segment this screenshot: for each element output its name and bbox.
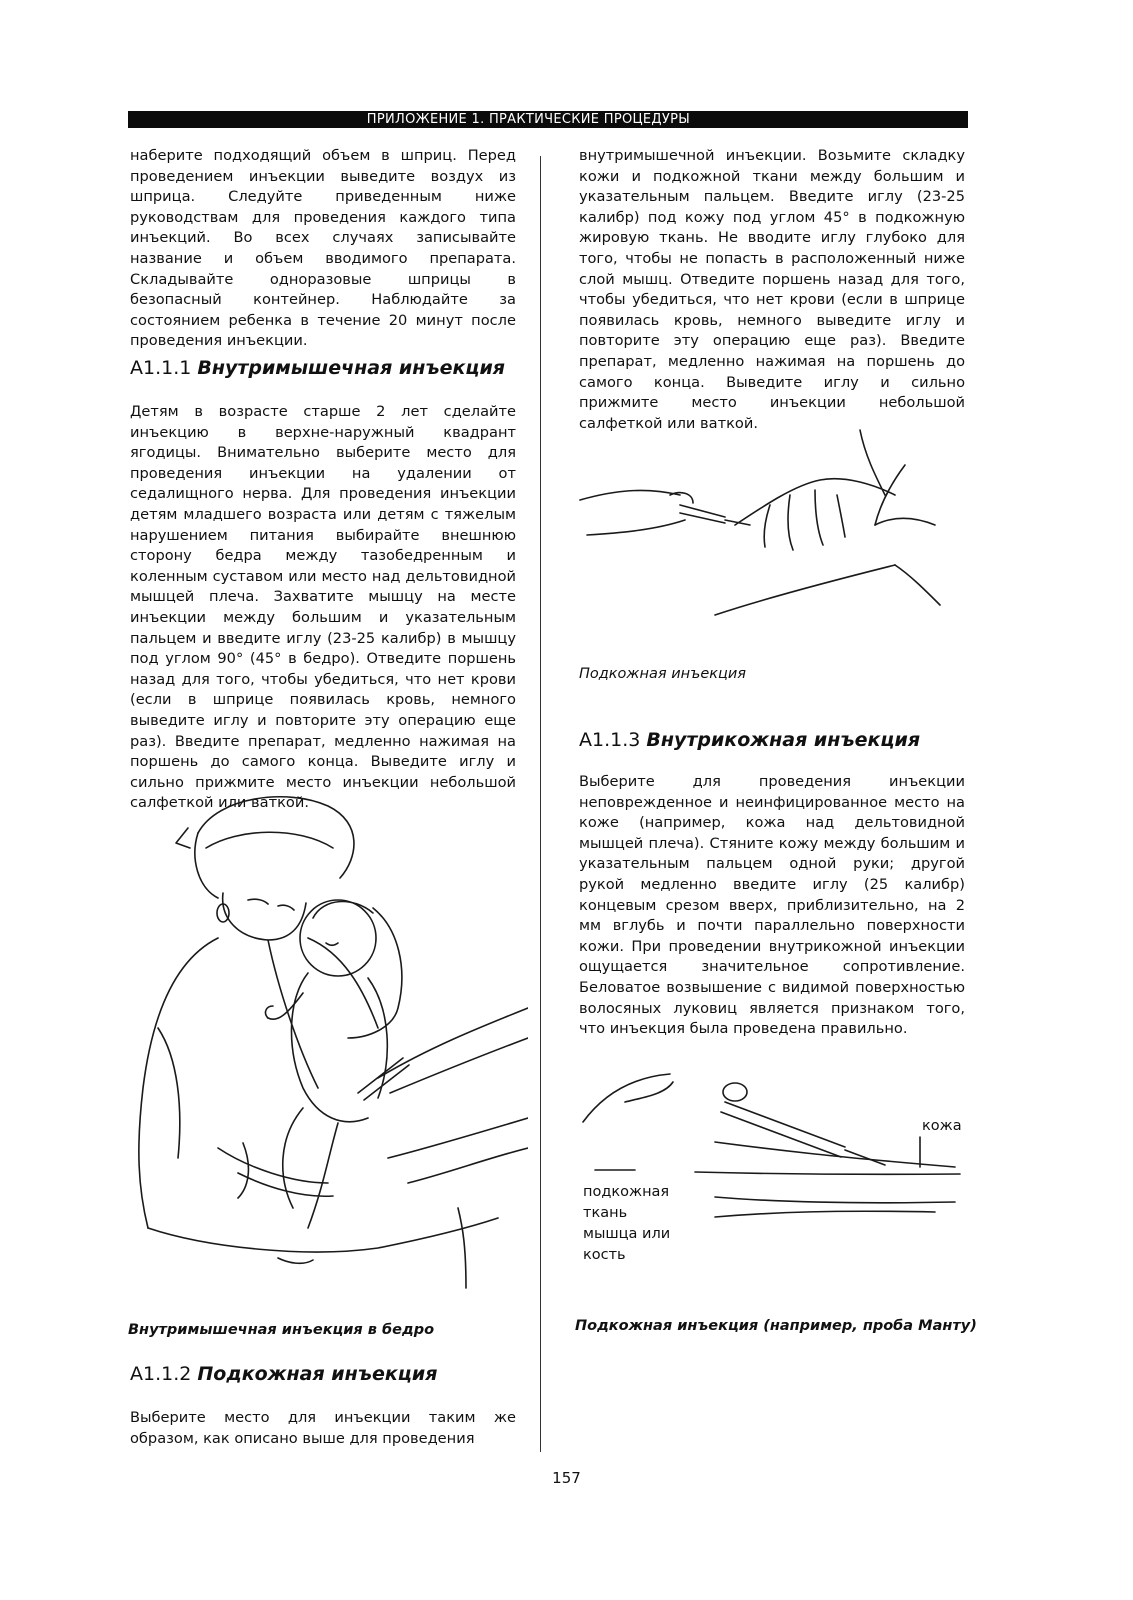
figure-caption-intramuscular: Внутримышечная инъекция в бедро xyxy=(128,1322,435,1338)
section-heading-subcutaneous xyxy=(130,1362,437,1386)
column-divider xyxy=(540,156,541,1452)
label-muscle-or-bone: мышца или кость xyxy=(583,1226,671,1263)
section-title: Подкожная инъекция xyxy=(197,1363,438,1385)
subcutaneous-paragraph-cont: внутримышечной инъекции. Возьмите складку кожи и подкожной ткани между большим и указательным пальцем. Введите иглу (23-25 калибр) под кожу под углом 45° в подкожную жировую ткань. Не вводите иглу глубоко для того, чтобы не попасть в расположенный ниже слой мышц. Отведите поршень назад для того, чтобы убедиться, что нет крови (если в шприце появилась кровь, немного выведите иглу и повторите эту операцию еще раз). Введите препарат, медленно нажимая на поршень до самого конца. Выведите иглу и сильно прижмите место инъекции небольшой салфеткой или ваткой. xyxy=(579,147,965,432)
section-title: Внутрикожная инъекция xyxy=(646,729,921,751)
intro-paragraph: наберите подходящий объем в шприц. Перед проведением инъекции выведите воздух из шприца. Следуйте приведенным ниже руководствам для проведения каждого типа инъекций. Во всех случаях записывайте название и объем вводимого препарата. Складывайте одноразовые шприцы в безопасный контейнер. Наблюдайте за состоянием ребенка в течение 20 минут после проведения инъекции. xyxy=(130,147,516,350)
label-skin: кожа xyxy=(922,1118,962,1134)
section-title: Внутримышечная инъекция xyxy=(197,357,505,379)
figure-caption-intradermal: Подкожная инъекция (например, проба Манту) xyxy=(575,1318,977,1334)
label-subcutaneous-tissue: подкожная ткань xyxy=(583,1184,670,1221)
section-heading-intradermal xyxy=(579,728,920,752)
intramuscular-paragraph: Детям в возрасте старше 2 лет сделайте инъекцию в верхне-наружный квадрант ягодицы. Внимательно выберите место для проведения инъекции на удалении от седалищного нерва. Для проведения инъекции детям младшего возраста или детям с тяжелым нарушением питания выбирайте внешнюю сторону бедра между тазобедренным и коленным суставом или место над дельтовидной мышцей плеча. Захватите мышцу на месте инъекции между большим и указательным пальцем и введите иглу (23-25 калибр) в мышцу под углом 90° (45° в бедро). Отведите поршень назад для того, чтобы убедиться, что нет крови (если в шприце появилась кровь, немного выведите иглу и повторите эту операцию еще раз). Введите препарат, медленно нажимая на поршень до самого конца. Выведите иглу и сильно прижмите место инъекции небольшой салфеткой или ваткой. xyxy=(130,403,516,812)
page-number: 157 xyxy=(552,1469,581,1487)
section-number: А1.1.2 xyxy=(130,1363,192,1385)
section-number: А1.1.3 xyxy=(579,729,641,751)
intradermal-paragraph: Выберите для проведения инъекции неповрежденное и неинфицированное место на коже (например, кожа над дельтовидной мышцей плеча). Стяните кожу между большим и указательным пальцем одной руки; другой рукой медленно введите иглу (25 калибр) концевым срезом вверх, приблизительно, на 2 мм вглубь и почти параллельно поверхности кожи. При проведении внутрикожной инъекции ощущается значительное сопротивление. Беловатое возвышение с видимой поверхностью волосяных луковиц является признаком того, что инъекция была проведена правильно. xyxy=(579,773,965,1038)
section-number: А1.1.1 xyxy=(130,357,192,379)
illustration-subcutaneous xyxy=(575,425,955,625)
running-header: ПРИЛОЖЕНИЕ 1. ПРАКТИЧЕСКИЕ ПРОЦЕДУРЫ xyxy=(128,111,968,128)
subcutaneous-paragraph-start: Выберите место для инъекции таким же образом, как описано выше для проведения xyxy=(130,1409,516,1447)
illustration-intramuscular-thigh xyxy=(128,788,528,1308)
section-heading-intramuscular xyxy=(130,356,505,380)
figure-caption-subcutaneous: Подкожная инъекция xyxy=(579,666,747,682)
